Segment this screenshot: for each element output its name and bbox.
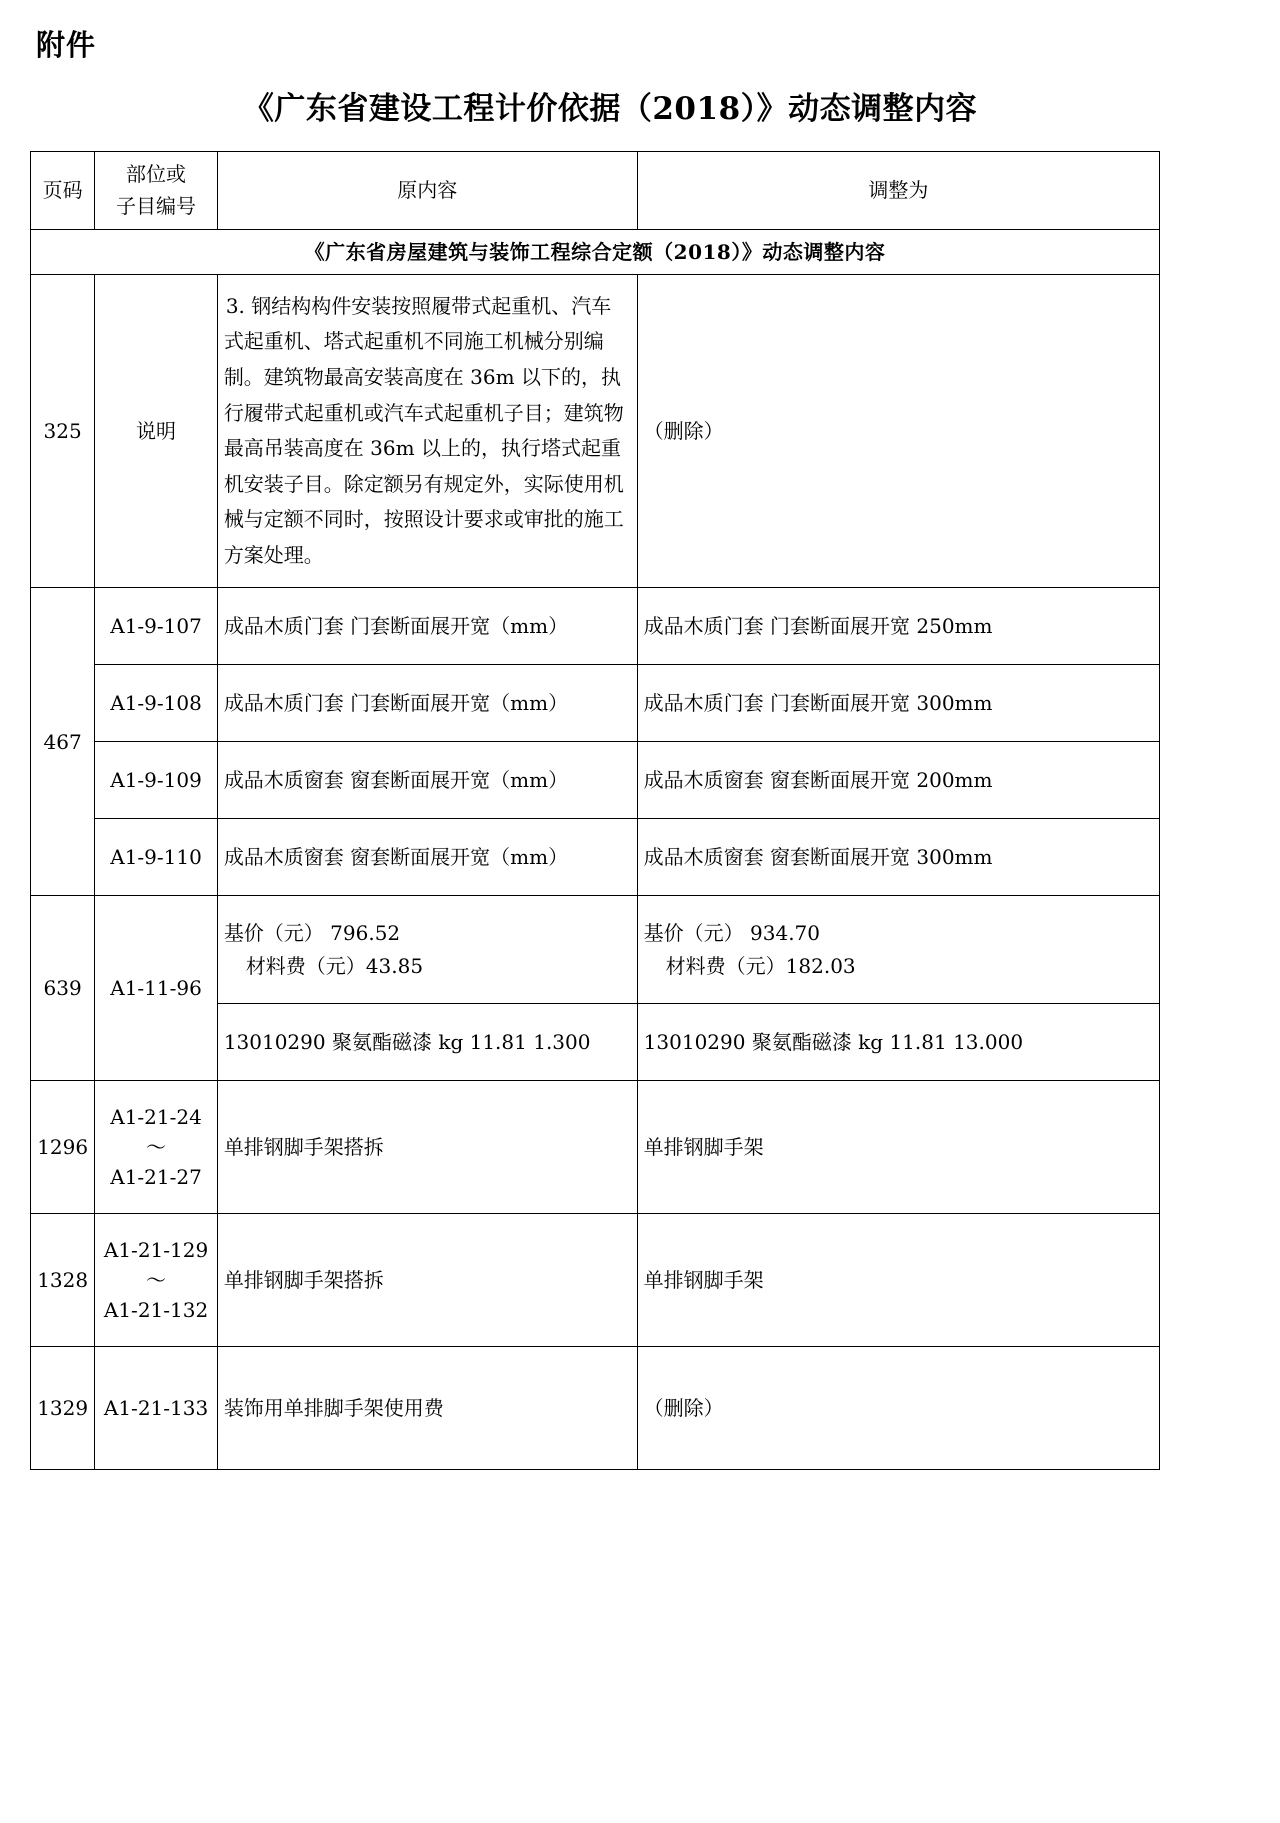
cell-code: 说明 (95, 275, 218, 588)
cell-code-tilde: ～ (146, 1135, 167, 1160)
cell-code: A1-9-108 (95, 665, 218, 742)
table-header-row (31, 152, 1160, 230)
cell-code (95, 1214, 218, 1347)
cell-page: 325 (31, 275, 95, 588)
cell-code-end: A1-21-132 (103, 1298, 209, 1323)
cell-original (217, 275, 637, 588)
cell-code-tilde: ～ (146, 1268, 167, 1293)
header-position (95, 152, 218, 230)
table-row (31, 1081, 1160, 1214)
cell-page: 639 (31, 896, 95, 1081)
cell-page: 1328 (31, 1214, 95, 1347)
adjustment-table (30, 151, 1160, 1470)
cell-page: 467 (31, 588, 95, 896)
cell-adjusted-material-fee: 材料费（元）182.03 (665, 953, 856, 978)
cell-page: 1296 (31, 1081, 95, 1214)
section-title: 《广东省房屋建筑与装饰工程综合定额（2018）》动态调整内容 (31, 229, 1160, 274)
cell-original: 装饰用单排脚手架使用费 (217, 1347, 637, 1470)
page-title: 《广东省建设工程计价依据（2018）》动态调整内容 (242, 90, 978, 127)
table-row (31, 665, 1160, 742)
cell-code: A1-9-109 (95, 742, 218, 819)
cell-original-material-fee: 材料费（元）43.85 (245, 953, 424, 978)
cell-adjusted: 成品木质窗套 窗套断面展开宽 200mm (637, 742, 1159, 819)
cell-original: 成品木质窗套 窗套断面展开宽（mm） (217, 819, 637, 896)
cell-original: 成品木质窗套 窗套断面展开宽（mm） (217, 742, 637, 819)
cell-adjusted: （删除） (637, 1347, 1159, 1470)
table-row (31, 819, 1160, 896)
header-page: 页码 (31, 152, 95, 230)
header-original: 原内容 (217, 152, 637, 230)
header-adjusted: 调整为 (637, 152, 1159, 230)
cell-adjusted: 单排钢脚手架 (637, 1214, 1159, 1347)
cell-page: 1329 (31, 1347, 95, 1470)
cell-original-detail: 13010290 聚氨酯磁漆 kg 11.81 1.300 (217, 1004, 637, 1081)
cell-original-base-price: 基价（元） 796.52 (223, 921, 401, 946)
table-row (31, 588, 1160, 665)
cell-original: 成品木质门套 门套断面展开宽（mm） (217, 665, 637, 742)
table-row (31, 1347, 1160, 1470)
cell-adjusted-detail: 13010290 聚氨酯磁漆 kg 11.81 13.000 (637, 1004, 1159, 1081)
cell-code: A1-11-96 (95, 896, 218, 1081)
cell-code (95, 1081, 218, 1214)
cell-adjusted (637, 896, 1159, 1004)
cell-code-start: A1-21-24 (110, 1104, 202, 1129)
cell-code: A1-9-107 (95, 588, 218, 665)
cell-adjusted: 单排钢脚手架 (637, 1081, 1159, 1214)
cell-adjusted: （删除） (637, 275, 1159, 588)
cell-original-text: 3. 钢结构构件安装按照履带式起重机、汽车式起重机、塔式起重机不同施工机械分别编制。建筑物最高安装高度在 36m 以下的，执行履带式起重机或汽车式起重机子目；建筑物最高吊装高度在 36m 以上的，执行塔式起重机安装子目。除定额另有规定外，实际使用机械与定额不同时，按照设计要求或审批的施工方案处理。 (223, 293, 624, 568)
table-row (31, 896, 1160, 1004)
cell-code-end: A1-21-27 (110, 1165, 202, 1190)
cell-code: A1-21-133 (95, 1347, 218, 1470)
section-title-row (31, 229, 1160, 274)
cell-original: 成品木质门套 门套断面展开宽（mm） (217, 588, 637, 665)
cell-original: 单排钢脚手架搭拆 (217, 1081, 637, 1214)
cell-original (217, 896, 637, 1004)
cell-original: 单排钢脚手架搭拆 (217, 1214, 637, 1347)
attachment-label: 附件 (36, 28, 97, 62)
cell-adjusted: 成品木质门套 门套断面展开宽 300mm (637, 665, 1159, 742)
cell-code-start: A1-21-129 (103, 1237, 209, 1262)
table-row (31, 742, 1160, 819)
cell-code: A1-9-110 (95, 819, 218, 896)
table-row (31, 1214, 1160, 1347)
cell-adjusted-base-price: 基价（元） 934.70 (643, 921, 821, 946)
header-position-line2: 子目编号 (116, 194, 197, 219)
cell-adjusted: 成品木质门套 门套断面展开宽 250mm (637, 588, 1159, 665)
header-position-line1: 部位或 (126, 162, 187, 187)
cell-adjusted: 成品木质窗套 窗套断面展开宽 300mm (637, 819, 1159, 896)
table-row (31, 275, 1160, 588)
